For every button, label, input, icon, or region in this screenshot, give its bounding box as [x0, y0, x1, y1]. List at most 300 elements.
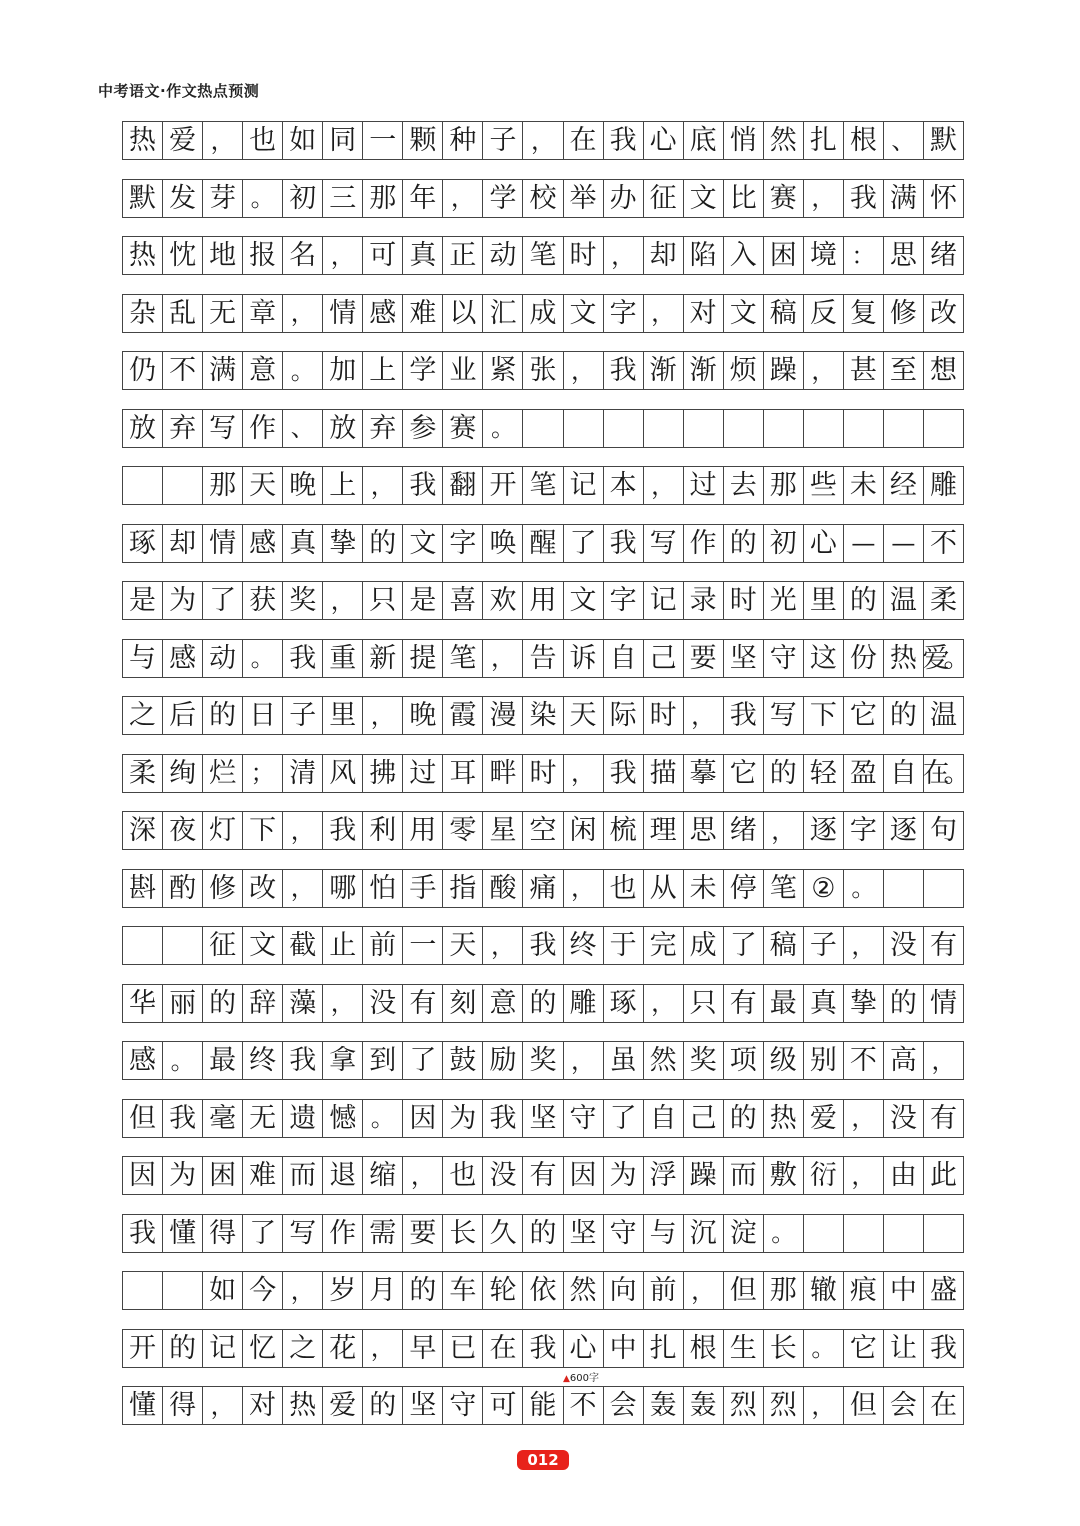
grid-cell: 未: [844, 467, 884, 504]
grid-cell: 下: [243, 812, 283, 849]
grid-cell: 藻: [283, 985, 323, 1022]
grid-cell: 无: [203, 295, 243, 332]
grid-cell: 张: [523, 352, 563, 389]
grid-cell: 从: [644, 870, 684, 907]
grid-cell: 停: [724, 870, 764, 907]
grid-cell: 不: [564, 1387, 604, 1424]
grid-cell: 初: [283, 180, 323, 217]
grid-cell: 止: [323, 927, 363, 964]
grid-cell: 至: [884, 352, 924, 389]
grid-cell: 只: [363, 582, 403, 619]
grid-cell: 灯: [203, 812, 243, 849]
grid-cell: 困: [203, 1157, 243, 1194]
grid-cell: 入: [724, 237, 764, 274]
grid-cell: 满: [203, 352, 243, 389]
grid-cell: 可: [483, 1387, 523, 1424]
grid-cell: 在: [924, 1387, 964, 1424]
grid-cell: 此: [924, 1157, 964, 1194]
grid-row: [122, 984, 964, 1023]
grid-cell: 甚: [844, 352, 884, 389]
grid-cell: 唤: [483, 525, 523, 562]
grid-cell: 、: [283, 410, 323, 447]
grid-cell: 紧: [483, 352, 523, 389]
grid-cell: 但: [844, 1387, 884, 1424]
grid-cell: 的: [884, 985, 924, 1022]
grid-cell: 的: [403, 1272, 443, 1309]
grid-row: [122, 121, 964, 160]
grid-cell: 守: [564, 1100, 604, 1137]
grid-cell: ，: [804, 1387, 844, 1424]
grid-row: [122, 639, 964, 678]
grid-cell: 清: [283, 755, 323, 792]
grid-cell: 会: [604, 1387, 644, 1424]
grid-cell: 我: [724, 697, 764, 734]
grid-cell: 这: [804, 640, 844, 677]
grid-cell: 为: [604, 1157, 644, 1194]
grid-cell: 截: [283, 927, 323, 964]
grid-cell: 最: [203, 1042, 243, 1079]
grid-cell: 柔: [924, 582, 964, 619]
grid-cell: 对: [243, 1387, 283, 1424]
grid-cell: 因: [403, 1100, 443, 1137]
grid-cell: 未: [684, 870, 724, 907]
grid-cell: 完: [644, 927, 684, 964]
grid-cell: ，: [684, 697, 724, 734]
grid-cell: 根: [684, 1330, 724, 1367]
grid-cell: 盈: [844, 755, 884, 792]
grid-cell: 于: [604, 927, 644, 964]
grid-cell: 终: [564, 927, 604, 964]
grid-cell: 心: [564, 1330, 604, 1367]
grid-cell: 热: [764, 1100, 804, 1137]
grid-cell: 的: [163, 1330, 203, 1367]
grid-cell: 爱: [163, 122, 203, 159]
grid-cell: 笔: [523, 237, 563, 274]
grid-cell: 笔: [523, 467, 563, 504]
grid-cell: 开: [123, 1330, 163, 1367]
grid-cell: [163, 1272, 203, 1309]
grid-cell: ，: [564, 1042, 604, 1079]
grid-cell: 根: [844, 122, 884, 159]
grid-cell: 酌: [163, 870, 203, 907]
grid-row: [122, 754, 964, 793]
grid-cell: 拿: [323, 1042, 363, 1079]
grid-cell: 毫: [203, 1100, 243, 1137]
grid-cell: 名: [283, 237, 323, 274]
grid-cell: 指: [443, 870, 483, 907]
grid-cell: 初: [764, 525, 804, 562]
grid-cell: 心: [644, 122, 684, 159]
grid-cell: 时: [724, 582, 764, 619]
grid-cell: ，: [644, 295, 684, 332]
grid-cell: 没: [884, 927, 924, 964]
grid-cell: 征: [203, 927, 243, 964]
grid-cell: 刻: [443, 985, 483, 1022]
grid-cell: 的: [523, 1215, 563, 1252]
grid-row: [122, 811, 964, 850]
grid-cell: [924, 410, 964, 447]
grid-cell: —: [844, 525, 884, 562]
grid-cell: 我: [403, 467, 443, 504]
grid-cell: 一: [403, 927, 443, 964]
grid-cell: 中: [884, 1272, 924, 1309]
grid-cell: 意: [483, 985, 523, 1022]
grid-cell: 子: [804, 927, 844, 964]
grid-cell: 自: [884, 755, 924, 792]
grid-row: [122, 236, 964, 275]
grid-cell: [523, 410, 563, 447]
grid-cell: 过: [403, 755, 443, 792]
grid-cell: 诉: [564, 640, 604, 677]
grid-cell: 忆: [243, 1330, 283, 1367]
page-number-badge: 012: [517, 1450, 569, 1470]
grid-cell: 修: [203, 870, 243, 907]
grid-cell: 时: [644, 697, 684, 734]
grid-cell: 改: [243, 870, 283, 907]
grid-cell: 长: [764, 1330, 804, 1367]
grid-cell: 过: [684, 467, 724, 504]
grid-cell: 柔: [123, 755, 163, 792]
grid-cell: 守: [443, 1387, 483, 1424]
grid-cell: 、: [884, 122, 924, 159]
word-count-marker: [563, 1369, 599, 1384]
grid-cell: 颗: [403, 122, 443, 159]
grid-cell: 那: [764, 1272, 804, 1309]
grid-cell: 会: [884, 1387, 924, 1424]
grid-cell: 得: [163, 1387, 203, 1424]
grid-cell: 要: [684, 640, 724, 677]
grid-cell: 自: [604, 640, 644, 677]
grid-cell: 没: [363, 985, 403, 1022]
grid-cell: 办: [604, 180, 644, 217]
grid-cell: ，: [203, 122, 243, 159]
grid-cell: 花: [323, 1330, 363, 1367]
grid-cell: 对: [684, 295, 724, 332]
grid-cell: 汇: [483, 295, 523, 332]
grid-cell: 文: [564, 295, 604, 332]
grid-cell: 份: [844, 640, 884, 677]
grid-cell: 思: [884, 237, 924, 274]
grid-cell: 热: [123, 122, 163, 159]
grid-cell: 那: [203, 467, 243, 504]
grid-cell: 辞: [243, 985, 283, 1022]
grid-cell: 我: [924, 1330, 964, 1367]
grid-cell: 感: [123, 1042, 163, 1079]
grid-cell: 斟: [123, 870, 163, 907]
grid-cell: 校: [523, 180, 563, 217]
grid-cell: ，: [804, 180, 844, 217]
grid-cell: 衍: [804, 1157, 844, 1194]
grid-cell: 月: [363, 1272, 403, 1309]
grid-cell: 记: [203, 1330, 243, 1367]
grid-cell: 句: [924, 812, 964, 849]
grid-cell: 仍: [123, 352, 163, 389]
grid-row: [122, 1041, 964, 1080]
grid-row: [122, 294, 964, 333]
grid-cell: 经: [884, 467, 924, 504]
grid-cell: 了: [243, 1215, 283, 1252]
grid-cell: 困: [764, 237, 804, 274]
grid-cell: 如: [203, 1272, 243, 1309]
grid-cell: 征: [644, 180, 684, 217]
grid-cell: 重: [323, 640, 363, 677]
grid-cell: ，: [804, 352, 844, 389]
grid-cell: 岁: [323, 1272, 363, 1309]
grid-cell: 思: [684, 812, 724, 849]
grid-cell: 成: [684, 927, 724, 964]
grid-cell: 的: [844, 582, 884, 619]
grid-cell: 章: [243, 295, 283, 332]
grid-cell: 文: [243, 927, 283, 964]
grid-cell: 些: [804, 467, 844, 504]
grid-cell: 奖: [283, 582, 323, 619]
grid-cell: 我: [163, 1100, 203, 1137]
grid-cell: 新: [363, 640, 403, 677]
grid-cell: 己: [644, 640, 684, 677]
grid-cell: 我: [604, 525, 644, 562]
grid-cell: 写: [644, 525, 684, 562]
grid-cell: 字: [443, 525, 483, 562]
grid-cell: 天: [564, 697, 604, 734]
grid-cell: [604, 410, 644, 447]
grid-cell: 默: [924, 122, 964, 159]
grid-cell: 爱: [323, 1387, 363, 1424]
grid-cell: 已: [443, 1330, 483, 1367]
grid-cell: 参: [403, 410, 443, 447]
grid-cell: 早: [403, 1330, 443, 1367]
grid-cell: 浮: [644, 1157, 684, 1194]
grid-cell: 我: [523, 1330, 563, 1367]
grid-cell: [924, 1215, 964, 1252]
grid-cell: 别: [804, 1042, 844, 1079]
grid-cell: 晚: [403, 697, 443, 734]
grid-cell: 长: [443, 1215, 483, 1252]
grid-cell: 真: [804, 985, 844, 1022]
grid-cell: —: [884, 525, 924, 562]
grid-row: [122, 869, 964, 908]
grid-cell: 笔: [764, 870, 804, 907]
grid-cell: 逐: [884, 812, 924, 849]
grid-cell: 种: [443, 122, 483, 159]
grid-cell: 子: [283, 697, 323, 734]
grid-cell: 渐: [644, 352, 684, 389]
grid-cell: 感: [243, 525, 283, 562]
grid-cell: 它: [844, 1330, 884, 1367]
grid-cell: 缩: [363, 1157, 403, 1194]
grid-cell: 我: [844, 180, 884, 217]
grid-cell: 没: [884, 1100, 924, 1137]
grid-cell: [844, 1215, 884, 1252]
grid-cell: 下: [804, 697, 844, 734]
grid-cell: 情: [924, 985, 964, 1022]
grid-cell: 中: [604, 1330, 644, 1367]
grid-cell: 我: [483, 1100, 523, 1137]
grid-cell: [163, 927, 203, 964]
grid-cell: 励: [483, 1042, 523, 1079]
grid-row: [122, 581, 964, 620]
grid-cell: 满: [884, 180, 924, 217]
grid-cell: 了: [724, 927, 764, 964]
grid-cell: 感: [363, 295, 403, 332]
grid-cell: 在: [483, 1330, 523, 1367]
grid-cell: ，: [283, 812, 323, 849]
grid-cell: [764, 410, 804, 447]
grid-row: [122, 1156, 964, 1195]
grid-cell: 挚: [323, 525, 363, 562]
grid-cell: 时: [523, 755, 563, 792]
grid-cell: 烦: [724, 352, 764, 389]
grid-cell: 在。: [924, 755, 964, 792]
grid-cell: 感: [163, 640, 203, 677]
grid-cell: 烈: [764, 1387, 804, 1424]
grid-row: [122, 1099, 964, 1138]
grid-cell: ，: [564, 755, 604, 792]
grid-cell: 星: [483, 812, 523, 849]
grid-cell: 获: [243, 582, 283, 619]
grid-cell: 级: [764, 1042, 804, 1079]
grid-cell: 生: [724, 1330, 764, 1367]
grid-cell: 描: [644, 755, 684, 792]
grid-cell: 坚: [523, 1100, 563, 1137]
grid-cell: 只: [684, 985, 724, 1022]
grid-cell: 情: [323, 295, 363, 332]
grid-cell: 爱。: [924, 640, 964, 677]
grid-cell: [163, 467, 203, 504]
grid-cell: 虽: [604, 1042, 644, 1079]
grid-cell: 字: [604, 295, 644, 332]
grid-cell: 后: [163, 697, 203, 734]
grid-cell: 但: [724, 1272, 764, 1309]
grid-cell: 利: [363, 812, 403, 849]
grid-cell: 成: [523, 295, 563, 332]
grid-cell: 琢: [123, 525, 163, 562]
grid-cell: [564, 410, 604, 447]
grid-cell: 可: [363, 237, 403, 274]
grid-cell: 作: [323, 1215, 363, 1252]
grid-cell: 是: [123, 582, 163, 619]
grid-cell: 弃: [363, 410, 403, 447]
grid-cell: 光: [764, 582, 804, 619]
grid-cell: 的: [203, 985, 243, 1022]
grid-cell: 奖: [523, 1042, 563, 1079]
grid-cell: 而: [724, 1157, 764, 1194]
word-count-text: 600字: [569, 1373, 600, 1384]
grid-cell: 空: [523, 812, 563, 849]
grid-cell: 写: [283, 1215, 323, 1252]
grid-cell: 坚: [724, 640, 764, 677]
grid-cell: 作: [243, 410, 283, 447]
grid-cell: 复: [844, 295, 884, 332]
grid-cell: 作: [684, 525, 724, 562]
grid-cell: ，: [844, 1157, 884, 1194]
grid-cell: 放: [323, 410, 363, 447]
grid-cell: 心: [804, 525, 844, 562]
grid-cell: 雕: [924, 467, 964, 504]
grid-cell: 温: [884, 582, 924, 619]
grid-cell: [123, 1272, 163, 1309]
grid-cell: 拂: [363, 755, 403, 792]
grid-cell: 加: [323, 352, 363, 389]
grid-cell: 酸: [483, 870, 523, 907]
grid-cell: 真: [403, 237, 443, 274]
grid-cell: 我: [523, 927, 563, 964]
grid-cell: 渐: [684, 352, 724, 389]
grid-cell: [884, 1215, 924, 1252]
grid-cell: ，: [924, 1042, 964, 1079]
grid-cell: [804, 1215, 844, 1252]
grid-cell: 赛: [443, 410, 483, 447]
grid-cell: 的: [764, 755, 804, 792]
grid-cell: 风: [323, 755, 363, 792]
grid-cell: 以: [443, 295, 483, 332]
grid-cell: ，: [564, 870, 604, 907]
grid-cell: 文: [724, 295, 764, 332]
grid-cell: 的: [884, 697, 924, 734]
grid-cell: 由: [884, 1157, 924, 1194]
grid-cell: ，: [844, 927, 884, 964]
grid-cell: 有: [924, 1100, 964, 1137]
grid-cell: 我: [283, 1042, 323, 1079]
grid-cell: 。: [243, 180, 283, 217]
grid-cell: 无: [243, 1100, 283, 1137]
grid-cell: 我: [604, 352, 644, 389]
grid-row: [122, 179, 964, 218]
grid-cell: 之: [283, 1330, 323, 1367]
grid-cell: ，: [644, 467, 684, 504]
grid-cell: 我: [604, 122, 644, 159]
grid-cell: 意: [243, 352, 283, 389]
grid-cell: 我: [123, 1215, 163, 1252]
grid-cell: 退: [323, 1157, 363, 1194]
grid-cell: 里: [323, 697, 363, 734]
grid-cell: 比: [724, 180, 764, 217]
grid-cell: 写: [764, 697, 804, 734]
grid-cell: [123, 927, 163, 964]
grid-cell: 。: [163, 1042, 203, 1079]
grid-cell: 上: [363, 352, 403, 389]
grid-cell: 漫: [483, 697, 523, 734]
grid-cell: 。: [363, 1100, 403, 1137]
grid-cell: 霞: [443, 697, 483, 734]
grid-cell: 前: [363, 927, 403, 964]
grid-cell: 我: [604, 755, 644, 792]
grid-cell: [684, 410, 724, 447]
grid-row: [122, 1214, 964, 1253]
grid-cell: 。: [243, 640, 283, 677]
grid-cell: [884, 410, 924, 447]
grid-cell: 然: [564, 1272, 604, 1309]
grid-cell: 学: [403, 352, 443, 389]
grid-row: [122, 696, 964, 735]
grid-cell: 挚: [844, 985, 884, 1022]
grid-cell: 辙: [804, 1272, 844, 1309]
grid-cell: 淀: [724, 1215, 764, 1252]
grid-cell: 稿: [764, 927, 804, 964]
grid-cell: 正: [443, 237, 483, 274]
grid-cell: 轰: [644, 1387, 684, 1424]
grid-cell: 憾: [323, 1100, 363, 1137]
grid-cell: 遗: [283, 1100, 323, 1137]
grid-cell: 我: [283, 640, 323, 677]
grid-row: [122, 466, 964, 505]
grid-cell: 梳: [604, 812, 644, 849]
grid-cell: ，: [403, 1157, 443, 1194]
grid-cell: 乱: [163, 295, 203, 332]
grid-cell: 最: [764, 985, 804, 1022]
grid-cell: 赛: [764, 180, 804, 217]
grid-cell: 痕: [844, 1272, 884, 1309]
grid-cell: 与: [644, 1215, 684, 1252]
